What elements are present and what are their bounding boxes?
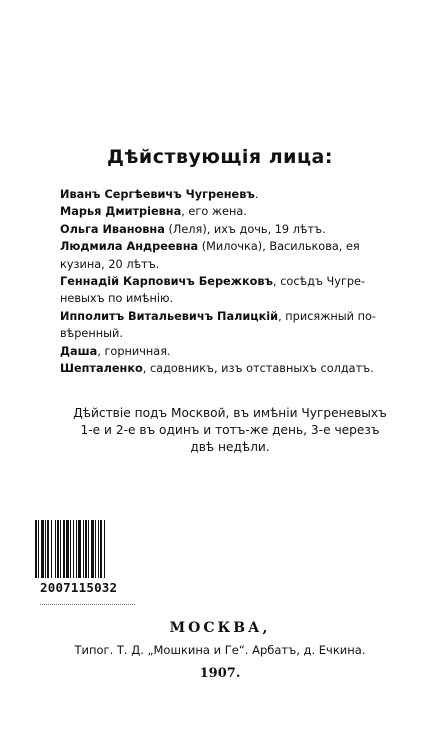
setting-line: двѣ недѣли. bbox=[190, 440, 270, 454]
imprint-printer: Типог. Т. Д. „Мошкина и Ге“. Арбатъ, д. Ечкина. bbox=[74, 643, 366, 657]
barcode-bar bbox=[100, 520, 102, 578]
character-description-continued: кузина, 20 лѣтъ. bbox=[60, 257, 160, 271]
barcode-bar bbox=[104, 520, 105, 578]
cast-list bbox=[60, 186, 420, 377]
page-title: Дѣйствующія лица: bbox=[107, 146, 333, 168]
barcode-bars bbox=[33, 520, 143, 580]
barcode-bar bbox=[60, 520, 61, 578]
cast-entry bbox=[60, 308, 420, 343]
barcode-bar bbox=[78, 520, 81, 578]
cast-entry bbox=[60, 343, 420, 360]
character-name: Даша bbox=[60, 344, 98, 358]
imprint-city: МОСКВА, bbox=[169, 620, 271, 636]
barcode-bar bbox=[88, 520, 89, 578]
character-description: , его жена. bbox=[181, 205, 247, 219]
barcode-bar bbox=[55, 520, 56, 578]
barcode-bar bbox=[73, 520, 74, 578]
setting-line: Дѣйствіе подъ Москвой, въ имѣніи Чугреневыхъ bbox=[73, 406, 387, 420]
setting-note bbox=[40, 405, 420, 456]
character-description: , сосѣдъ Чугре- bbox=[273, 275, 366, 289]
character-name: Ольга Ивановна bbox=[60, 222, 165, 236]
barcode-bar bbox=[95, 520, 96, 578]
cast-entry bbox=[60, 203, 420, 220]
barcode-bar bbox=[91, 520, 94, 578]
cast-entry bbox=[60, 186, 420, 203]
character-name: Геннадій Карповичъ Бережковъ bbox=[60, 275, 274, 289]
barcode-bar bbox=[98, 520, 99, 578]
character-description: , горничная. bbox=[97, 344, 171, 358]
barcode-bar bbox=[76, 520, 77, 578]
character-name: Ипполитъ Витальевичъ Палицкій bbox=[60, 309, 279, 323]
barcode-bar bbox=[70, 520, 71, 578]
character-name: Марья Дмитріевна bbox=[60, 205, 182, 219]
character-description-continued: невыхъ по имѣнію. bbox=[60, 292, 174, 306]
character-name: Шепталенко bbox=[60, 362, 143, 376]
library-barcode bbox=[33, 520, 143, 580]
barcode-bar bbox=[57, 520, 59, 578]
character-description-continued: вѣренный. bbox=[60, 327, 123, 341]
barcode-bar bbox=[45, 520, 46, 578]
character-description: . bbox=[254, 188, 259, 201]
character-description: , садовникъ, изъ отставныхъ солдатъ. bbox=[142, 362, 374, 376]
character-description: (Милочка), Василькова, ея bbox=[198, 240, 360, 254]
barcode-bar bbox=[85, 520, 87, 578]
barcode-bar bbox=[38, 520, 39, 578]
barcode-bar bbox=[41, 520, 44, 578]
cast-entry bbox=[60, 360, 420, 377]
barcode-number: 2007115032 bbox=[40, 580, 118, 595]
cast-entry bbox=[60, 238, 420, 273]
character-name: Людмила Андреевна bbox=[60, 240, 199, 254]
barcode-bar bbox=[51, 520, 52, 578]
cast-entry bbox=[60, 273, 420, 308]
character-description: (Леля), ихъ дочь, 19 лѣтъ. bbox=[164, 222, 326, 236]
setting-line: 1-е и 2-е въ одинъ и тотъ-же день, 3-е черезъ bbox=[80, 423, 380, 437]
barcode-bar bbox=[47, 520, 49, 578]
cast-entry bbox=[60, 221, 420, 238]
barcode-bar bbox=[83, 520, 84, 578]
barcode-bar bbox=[66, 520, 69, 578]
character-description: , присяжный по- bbox=[278, 309, 376, 323]
character-name: Иванъ Сергѣевичъ Чугреневъ bbox=[60, 188, 255, 201]
dotted-rule bbox=[40, 604, 135, 605]
imprint-year: 1907. bbox=[199, 666, 241, 681]
barcode-bar bbox=[63, 520, 65, 578]
barcode-bar bbox=[35, 520, 37, 578]
